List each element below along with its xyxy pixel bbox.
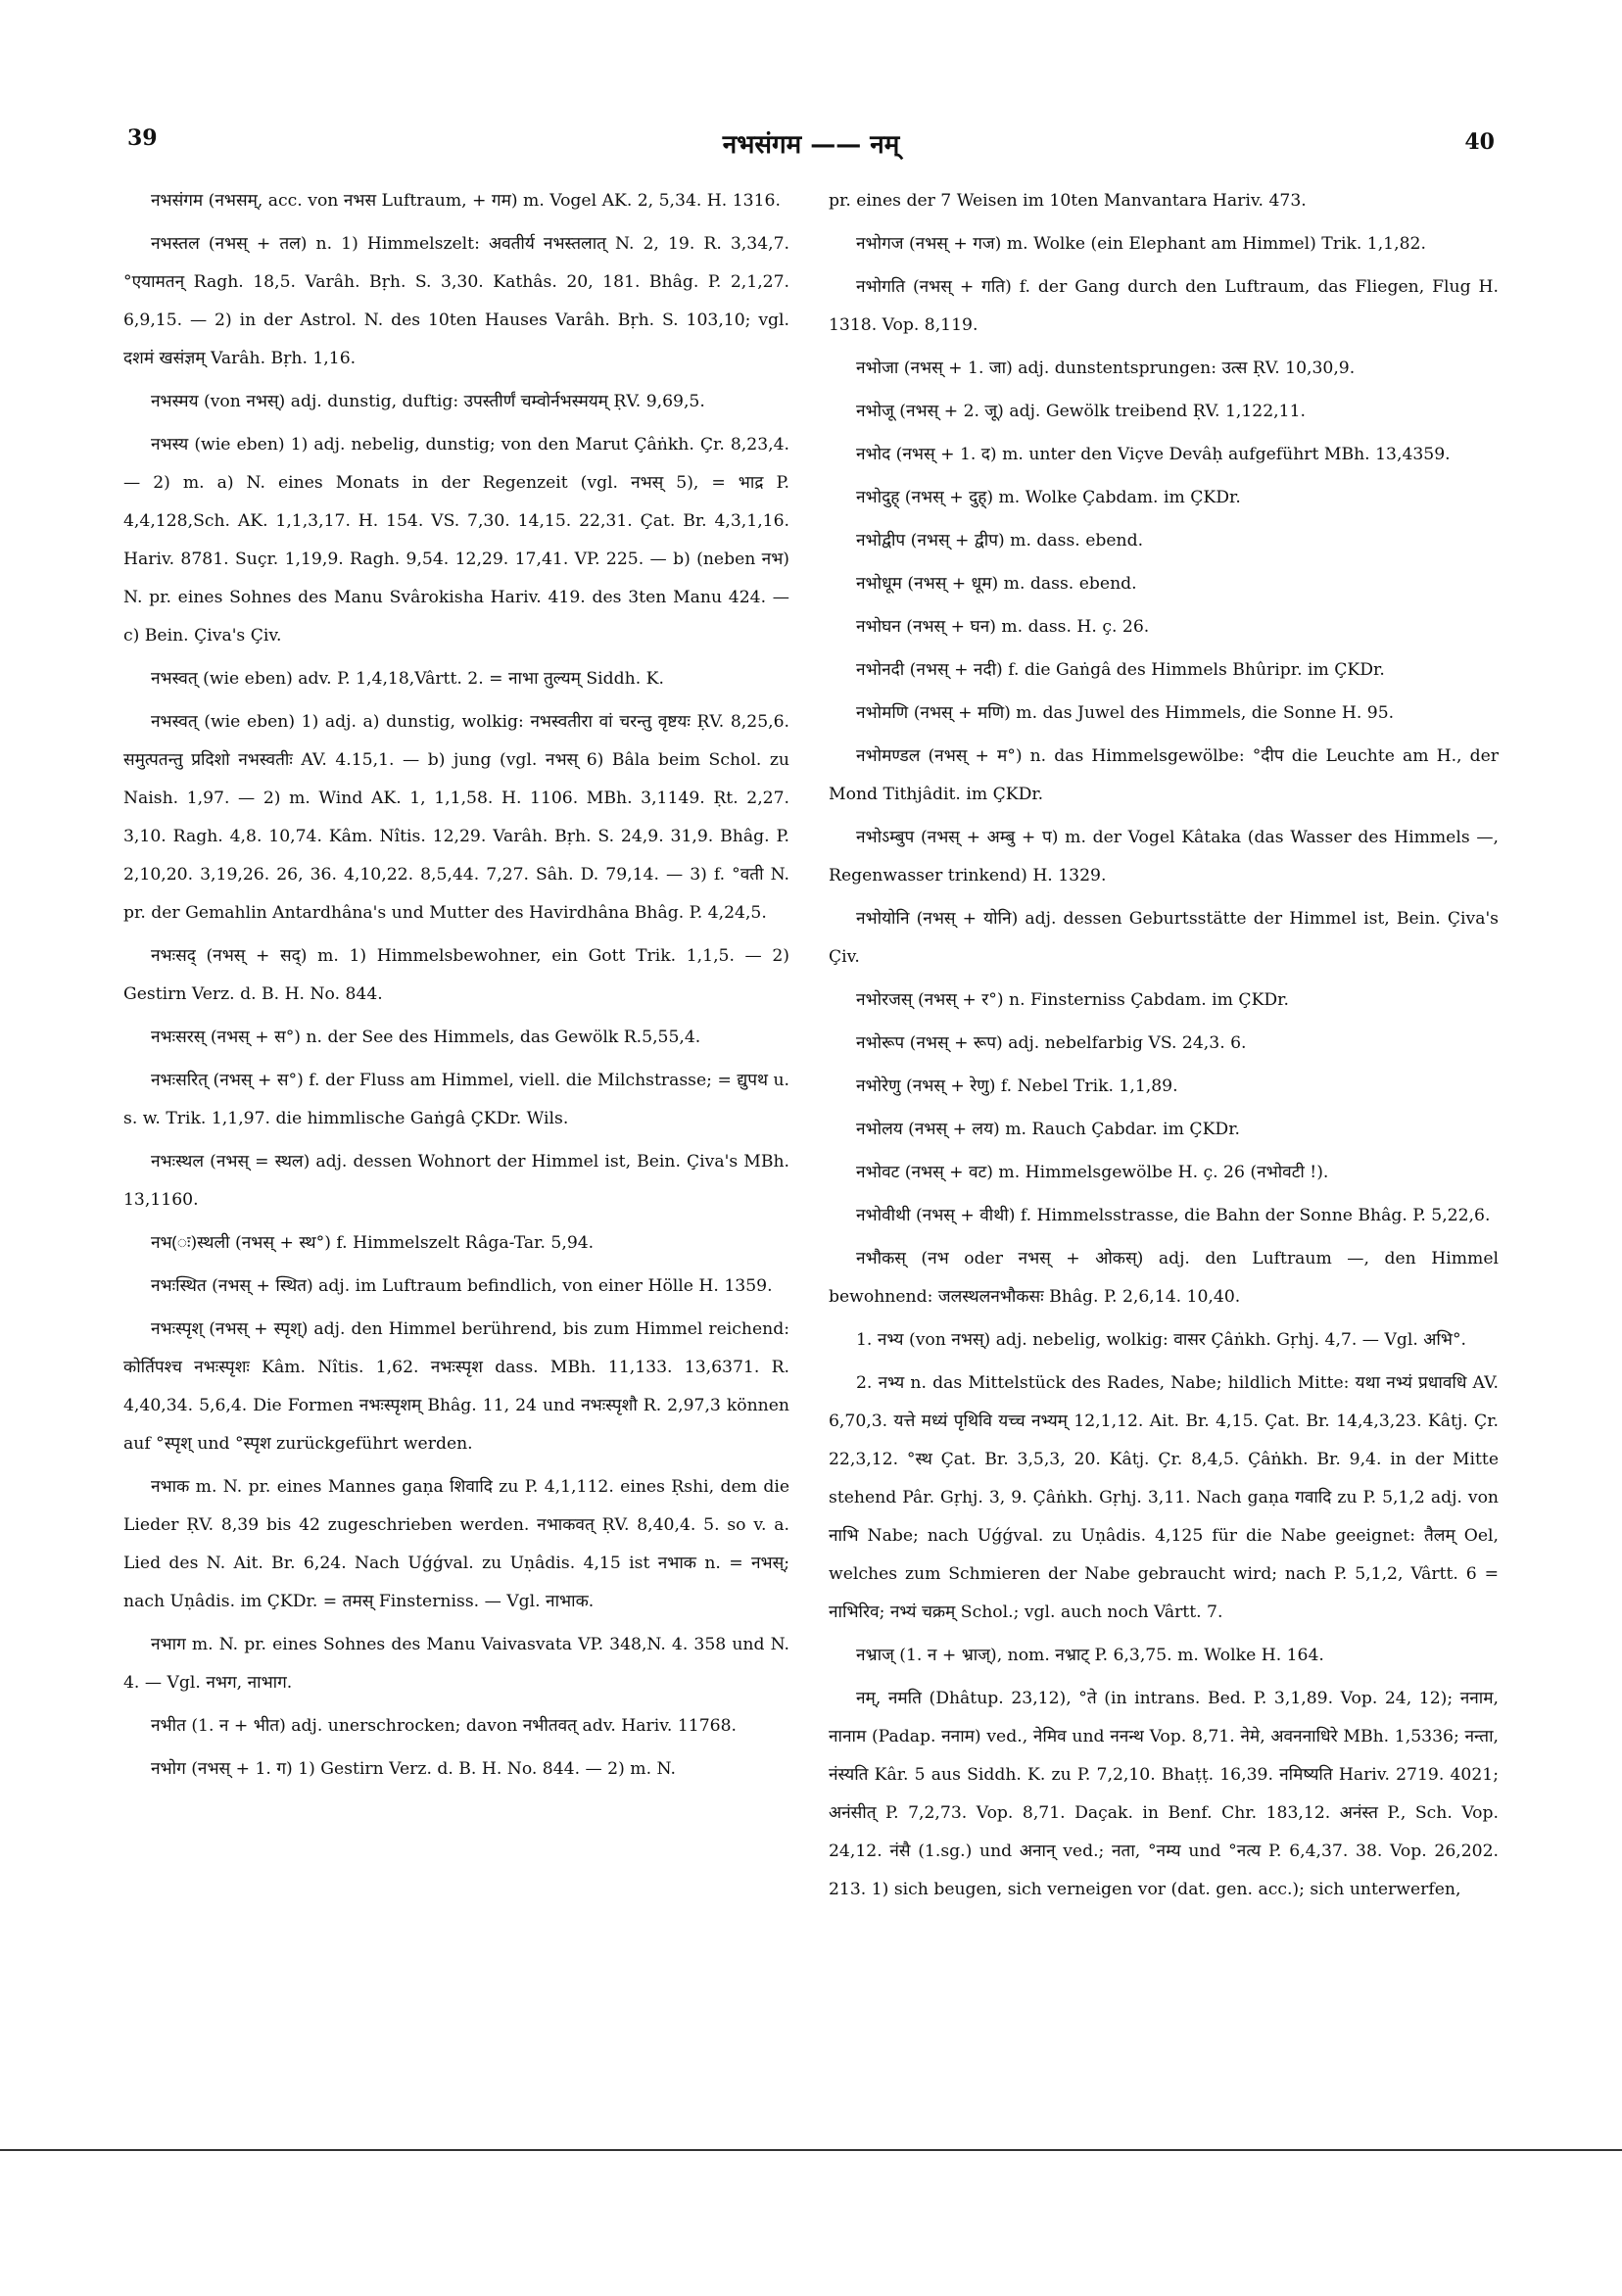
- dictionary-entry: नभाग m. N. pr. eines Sohnes des Manu Vaivasvata VP. 348,N. 4. 358 und N. 4. — Vgl. नभग, नाभाग.: [123, 1635, 789, 1693]
- dictionary-entry: नभोवट (नभस् + वट) m. Himmelsgewölbe H. ç. 26 (नभोवटी !).: [856, 1163, 1329, 1182]
- dictionary-entry: नभीत (1. न + भीत) adj. unerschrocken; davon नभीतवत् adv. Hariv. 11768.: [151, 1716, 737, 1736]
- dictionary-entry: नभोजा (नभस् + 1. जा) adj. dunstentsprungen: उत्स ṚV. 10,30,9.: [856, 359, 1356, 378]
- dictionary-entry: नभ्राज् (1. न + भ्राज्), nom. नभ्राट् P. 6,3,75. m. Wolke H. 164.: [856, 1646, 1324, 1665]
- right-column: [829, 182, 1499, 1914]
- dictionary-entry: नभोमणि (नभस् + मणि) m. das Juwel des Himmels, die Sonne H. 95.: [856, 703, 1395, 723]
- dictionary-entry: नभःसरित् (नभस् + स°) f. der Fluss am Himmel, viell. die Milchstrasse; = द्युपथ u. s. w. Trik. 1,1,97. die himmlische Gaṅgâ ÇKDr. Wils.: [123, 1071, 789, 1128]
- dictionary-entry: नभःस्थित (नभस् + स्थित) adj. im Luftraum befindlich, von einer Hölle H. 1359.: [151, 1276, 773, 1296]
- dictionary-entry: नभोनदी (नभस् + नदी) f. die Gaṅgâ des Himmels Bhûripr. im ÇKDr.: [856, 660, 1385, 680]
- dictionary-entry: नभस्मय (von नभस्) adj. dunstig, duftig: उपस्तीर्णं चम्वोर्नभस्मयम् ṚV. 9,69,5.: [151, 392, 705, 411]
- dictionary-entry: नभोरेणु (नभस् + रेणु) f. Nebel Trik. 1,1,89.: [856, 1076, 1178, 1096]
- dictionary-entry: pr. eines der 7 Weisen im 10ten Manvantara Hariv. 473.: [829, 191, 1307, 211]
- footer-rule: [0, 2149, 1622, 2151]
- dictionary-entry: नभःसरस् (नभस् + स°) n. der See des Himmels, das Gewölk R.5,55,4.: [151, 1028, 701, 1047]
- dictionary-entry: नभोद्वीप (नभस् + द्वीप) m. dass. ebend.: [856, 531, 1144, 550]
- dictionary-entry: नभ(ः)स्थली (नभस् + स्थ°) f. Himmelszelt Râga-Tar. 5,94.: [151, 1233, 595, 1253]
- dictionary-entry: नभस्तल (नभस् + तल) n. 1) Himmelszelt: अवतीर्य नभस्तलात् N. 2, 19. R. 3,34,7. °एयामतन् Ragh. 18,5. Varâh. Bṛh. S. 3,30. Kathâs. 20, 181. Bhâg. P. 2,1,27. 6,9,15. — 2) in der Astrol. N. des 10ten Hauses Varâh. Bṛh. S. 103,10; vgl. दशमं खसंज्ञम् Varâh. Bṛh. 1,16.: [123, 234, 789, 368]
- running-title: नभसंगम —— नम्: [722, 130, 900, 160]
- dictionary-entry: नम्, नमति (Dhâtup. 23,12), °ते (in intrans. Bed. P. 3,1,89. Vop. 24, 12); ननाम, नानाम (Padap. ननाम) ved., नेमिव und ननन्थ Vop. 8,71. नेमे, अवननाधिरे MBh. 1,5336; नन्ता, नंस्यति Kâr. 5 aus Siddh. K. zu P. 7,2,10. Bhaṭṭ. 16,39. नमिष्यति Hariv. 2719. 4021; अनंसीत् P. 7,2,73. Vop. 8,71. Daçak. in Benf. Chr. 183,12. अनंस्त P., Sch. Vop. 24,12. नंसै (1.sg.) und अनान् ved.; नता, °नम्य und °नत्य P. 6,4,37. 38. Vop. 26,202. 213. 1) sich beugen, sich verneigen vor (dat. gen. acc.); sich unterwerfen,: [829, 1689, 1499, 1899]
- dictionary-entry: नभोदुह् (नभस् + दुह्) m. Wolke Çabdam. im ÇKDr.: [856, 488, 1241, 507]
- dictionary-entry: नभोद (नभस् + 1. द) m. unter den Viçve Devâḥ aufgeführt MBh. 13,4359.: [856, 445, 1451, 464]
- dictionary-entry: नभोरजस् (नभस् + र°) n. Finsterniss Çabdam. im ÇKDr.: [856, 990, 1289, 1010]
- left-column: [123, 182, 789, 1794]
- page-number-right: 40: [1464, 129, 1495, 155]
- dictionary-entry: नभाक m. N. pr. eines Mannes gaṇa शिवादि zu P. 4,1,112. eines Ṛshi, dem die Lieder ṚV. 8,39 bis 42 zugeschrieben werden. नभाकवत् ṚV. 8,40,4. 5. so v. a. Lied des N. Ait. Br. 6,24. Nach Uǵǵval. zu Uṇâdis. 4,15 ist नभाक n. = नभस्; nach Uṇâdis. im ÇKDr. = तमस् Finsterniss. — Vgl. नाभाक.: [123, 1477, 789, 1611]
- dictionary-entry: नभोगति (नभस् + गति) f. der Gang durch den Luftraum, das Fliegen, Flug H. 1318. Vop. 8,119.: [829, 277, 1499, 335]
- dictionary-entry: नभःसद् (नभस् + सद्) m. 1) Himmelsbewohner, ein Gott Trik. 1,1,5. — 2) Gestirn Verz. d. B. H. No. 844.: [123, 946, 789, 1004]
- dictionary-entry: नभोरूप (नभस् + रूप) adj. nebelfarbig VS. 24,3. 6.: [856, 1033, 1247, 1053]
- dictionary-entry: नभसंगम (नभसम्, acc. von नभस Luftraum, + गम) m. Vogel AK. 2, 5,34. H. 1316.: [151, 191, 781, 211]
- dictionary-entry: नभस्य (wie eben) 1) adj. nebelig, dunstig; von den Marut Çâṅkh. Çr. 8,23,4. — 2) m. a) N. eines Monats in der Regenzeit (vgl. नभस् 5), = भाद्र P. 4,4,128,Sch. AK. 1,1,3,17. H. 154. VS. 7,30. 14,15. 22,31. Çat. Br. 4,3,1,16. Hariv. 8781. Suçr. 1,19,9. Ragh. 9,54. 12,29. 17,41. VP. 225. — b) (neben नभ) N. pr. eines Sohnes des Manu Svârokisha Hariv. 419. des 3ten Manu 424. — c) Bein. Çiva's Çiv.: [123, 435, 789, 646]
- dictionary-entry: नभोऽम्बुप (नभस् + अम्बु + प) m. der Vogel Kâtaka (das Wasser des Himmels —, Regenwasser trinkend) H. 1329.: [829, 828, 1499, 885]
- dictionary-entry: नभस्वत् (wie eben) 1) adj. a) dunstig, wolkig: नभस्वतीरा वां चरन्तु वृष्टयः ṚV. 8,25,6. समुत्पतन्तु प्रदिशो नभस्वतीः AV. 4.15,1. — b) jung (vgl. नभस् 6) Bâla beim Schol. zu Naish. 1,97. — 2) m. Wind AK. 1, 1,1,58. H. 1106. MBh. 3,1149. Ṛt. 2,27. 3,10. Ragh. 4,8. 10,74. Kâm. Nîtis. 12,29. Varâh. Bṛh. S. 24,9. 31,9. Bhâg. P. 2,10,20. 3,19,26. 26, 36. 4,10,22. 8,5,44. 7,27. Sâh. D. 79,14. — 3) f. °वती N. pr. der Gemahlin Antardhâna's und Mutter des Havirdhâna Bhâg. P. 4,24,5.: [123, 712, 789, 923]
- dictionary-entry: नभःस्थल (नभस् = स्थल) adj. dessen Wohnort der Himmel ist, Bein. Çiva's MBh. 13,1160.: [123, 1152, 789, 1210]
- dictionary-entry: नभःस्पृश् (नभस् + स्पृश्) adj. den Himmel berührend, bis zum Himmel reichend: कोर्तिपश्च नभःस्पृशः Kâm. Nîtis. 1,62. नभःस्पृश dass. MBh. 11,133. 13,6371. R. 4,40,34. 5,6,4. Die Formen नभःस्पृशम् Bhâg. 11, 24 und नभःस्पृशौ R. 2,97,3 können auf °स्पृश् und °स्पृश zurückgeführt werden.: [123, 1319, 789, 1454]
- dictionary-entry: नभोधूम (नभस् + धूम) m. dass. ebend.: [856, 574, 1137, 594]
- page-header: [127, 125, 1495, 165]
- dictionary-entry: नभौकस् (नभ oder नभस् + ओकस्) adj. den Luftraum —, den Himmel bewohnend: जलस्थलनभौकसः Bhâg. P. 2,6,14. 10,40.: [829, 1249, 1499, 1307]
- dictionary-entry: 2. नभ्य n. das Mittelstück des Rades, Nabe; hildlich Mitte: यथा नभ्यं प्रधावधि AV. 6,70,3. यत्ते मध्यं पृथिवि यच्च नभ्यम् 12,1,12. Ait. Br. 4,15. Çat. Br. 14,4,3,23. Kâtj. Çr. 22,3,12. °स्थ Çat. Br. 3,5,3, 20. Kâtj. Çr. 8,4,5. Çâṅkh. Br. 9,4. in der Mitte stehend Pâr. Gṛhj. 3, 9. Çâṅkh. Gṛhj. 3,11. Nach gaṇa गवादि zu P. 5,1,2 adj. von नाभि Nabe; nach Uǵǵval. zu Uṇâdis. 4,125 für die Nabe geeignet: तैलम् Oel, welches zum Schmieren der Nabe gebraucht wird; nach P. 5,1,2, Vârtt. 6 = नाभिरिव; नभ्यं चक्रम् Schol.; vgl. auch noch Vârtt. 7.: [829, 1373, 1499, 1622]
- dictionary-entry: नभोवीथी (नभस् + वीथी) f. Himmelsstrasse, die Bahn der Sonne Bhâg. P. 5,22,6.: [856, 1206, 1491, 1225]
- dictionary-entry: नभोजू (नभस् + 2. जू) adj. Gewölk treibend ṚV. 1,122,11.: [856, 402, 1306, 421]
- dictionary-entry: 1. नभ्य (von नभस्) adj. nebelig, wolkig: वासर Çâṅkh. Gṛhj. 4,7. — Vgl. अभि°.: [856, 1330, 1466, 1350]
- dictionary-entry: नभोलय (नभस् + लय) m. Rauch Çabdar. im ÇKDr.: [856, 1120, 1240, 1139]
- dictionary-entry: नभोग (नभस् + 1. ग) 1) Gestirn Verz. d. B. H. No. 844. — 2) m. N.: [151, 1759, 676, 1779]
- dictionary-entry: नभोयोनि (नभस् + योनि) adj. dessen Geburtsstätte der Himmel ist, Bein. Çiva's Çiv.: [829, 909, 1499, 967]
- dictionary-entry: नभोघन (नभस् + घन) m. dass. H. ç. 26.: [856, 617, 1150, 637]
- dictionary-entry: नभोमण्डल (नभस् + म°) n. das Himmelsgewölbe: °दीप die Leuchte am H., der Mond Tithjâdit. im ÇKDr.: [829, 746, 1499, 804]
- page-number-left: 39: [127, 125, 158, 151]
- dictionary-entry: नभोगज (नभस् + गज) m. Wolke (ein Elephant am Himmel) Trik. 1,1,82.: [856, 234, 1426, 254]
- dictionary-entry: नभस्वत् (wie eben) adv. P. 1,4,18,Vârtt. 2. = नाभा तुल्यम् Siddh. K.: [151, 669, 664, 689]
